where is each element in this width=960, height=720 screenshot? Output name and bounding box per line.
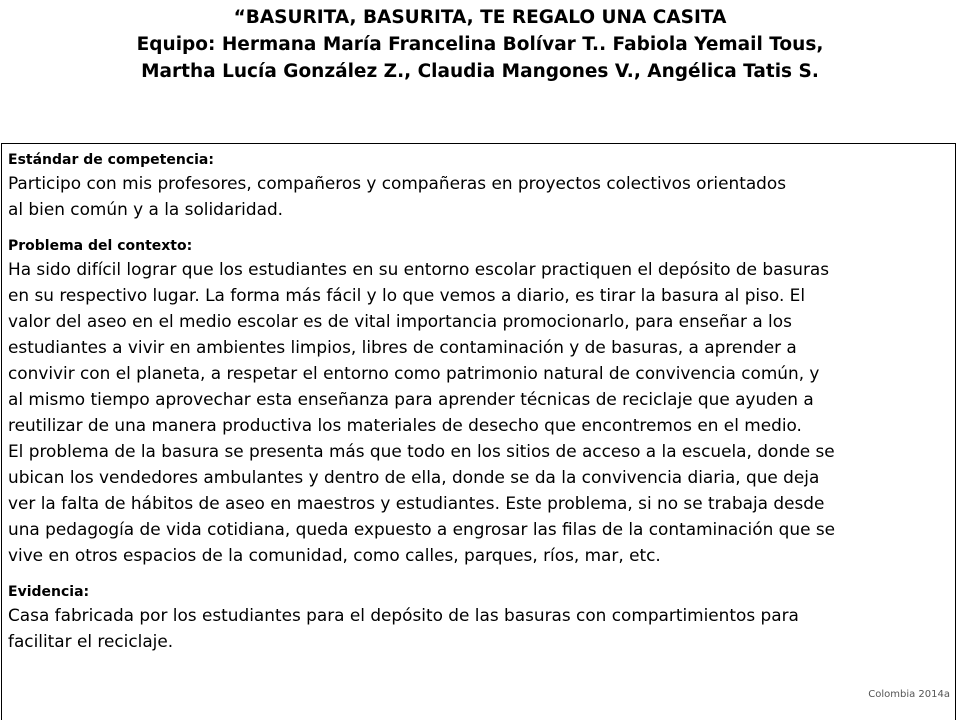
footer-tag: Colombia 2014a [868, 689, 950, 700]
evidence-label: Evidencia: [8, 584, 90, 600]
spacer [8, 222, 950, 236]
problem-label: Problema del contexto: [8, 238, 193, 254]
standard-line: Participo con mis profesores, compañeros y compañeras en proyectos colectivos orientados [8, 173, 787, 193]
problem-line: ubican los vendedores ambulantes y dentro de ella, donde se da la convivencia diaria, que deja [8, 467, 820, 487]
problem-text [8, 256, 950, 568]
spacer [8, 568, 950, 582]
problem-line: una pedagogía de vida cotidiana, queda expuesto a engrosar las filas de la contaminación que se [8, 519, 836, 539]
standard-line: al bien común y a la solidaridad. [8, 199, 284, 219]
evidence-line: Casa fabricada por los estudiantes para el depósito de las basuras con compartimientos para [8, 605, 799, 625]
evidence-line: facilitar el reciclaje. [8, 631, 174, 651]
standard-text [8, 170, 950, 222]
problem-line: ver la falta de hábitos de aseo en maestros y estudiantes. Este problema, si no se trabaja desde [8, 493, 825, 513]
problem-line: convivir con el planeta, a respetar el entorno como patrimonio natural de convivencia común, y [8, 363, 820, 383]
problem-line: El problema de la basura se presenta más que todo en los sitios de acceso a la escuela, donde se [8, 441, 835, 461]
problem-line: estudiantes a vivir en ambientes limpios, libres de contaminación y de basuras, a aprender a [8, 337, 797, 357]
problem-line: valor del aseo en el medio escolar es de vital importancia promocionarlo, para enseñar a los [8, 311, 792, 331]
problem-line: Ha sido difícil lograr que los estudiantes en su entorno escolar practiquen el depósito de basuras [8, 259, 830, 279]
problem-line: reutilizar de una manera productiva los materiales de desecho que encontremos en el medio. [8, 415, 802, 435]
title-line-3: Martha Lucía González Z., Claudia Mangones V., Angélica Tatis S. [141, 61, 819, 82]
problem-line: vive en otros espacios de la comunidad, como calles, parques, ríos, mar, etc. [8, 545, 661, 565]
slide-title [0, 4, 960, 85]
problem-line: en su respectivo lugar. La forma más fácil y lo que vemos a diario, es tirar la basura al piso. El [8, 285, 806, 305]
standard-label: Estándar de competencia: [8, 152, 214, 168]
problem-line: al mismo tiempo aprovechar esta enseñanza para aprender técnicas de reciclaje que ayuden a [8, 389, 814, 409]
title-line-2: Equipo: Hermana María Francelina Bolívar T.. Fabiola Yemail Tous, [136, 34, 824, 55]
title-line-1: “BASURITA, BASURITA, TE REGALO UNA CASITA [233, 7, 727, 28]
evidence-text [8, 602, 950, 654]
content-box [1, 143, 956, 720]
